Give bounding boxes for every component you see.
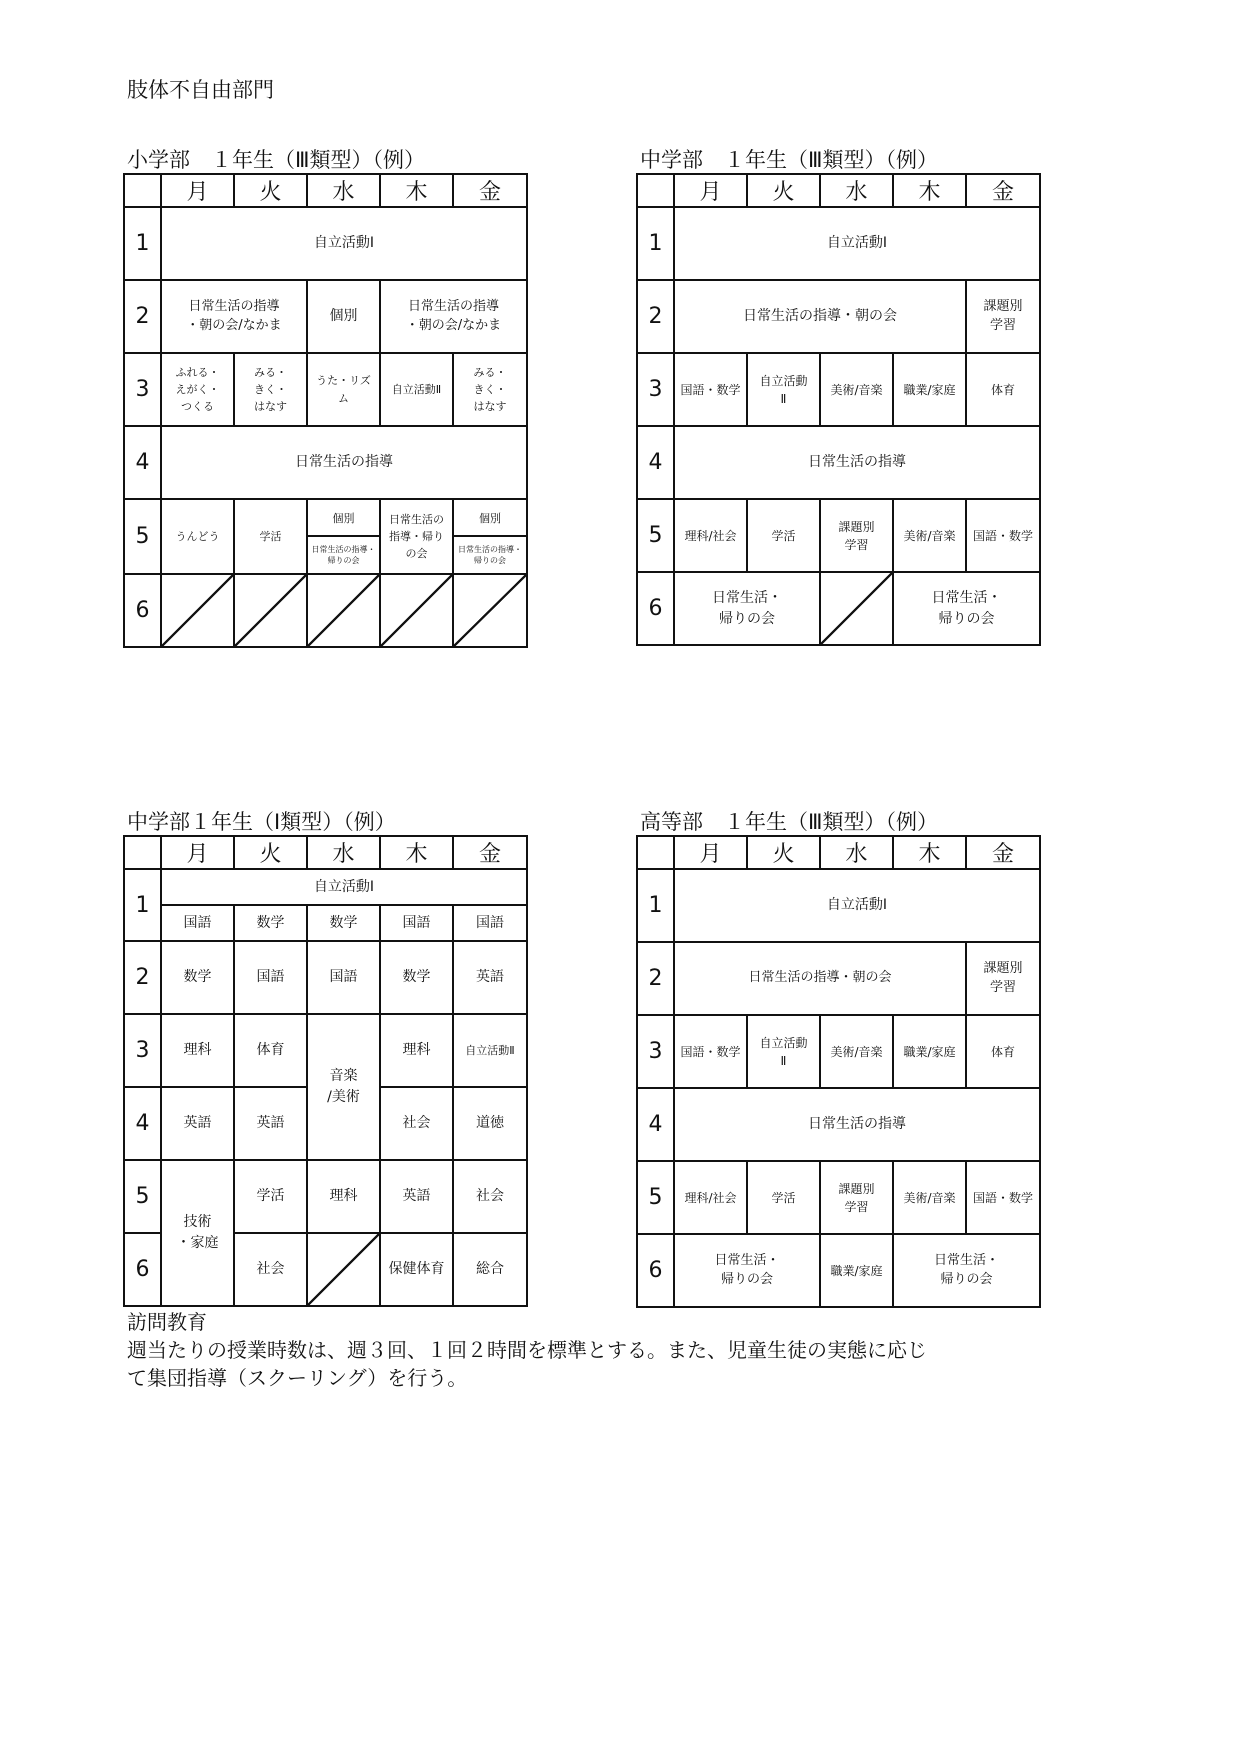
class-cell: 体育 xyxy=(966,353,1040,426)
class-cell: 学活 xyxy=(747,1161,820,1234)
period-number: 1 xyxy=(124,207,161,280)
class-cell: 日常生活・ 帰りの会 xyxy=(712,589,782,627)
period-number: 4 xyxy=(637,1088,674,1161)
class-cell: みる・ きく・ はなす xyxy=(473,365,507,414)
class-cell: 美術/音楽 xyxy=(820,1015,893,1088)
class-cell: 英語 xyxy=(453,941,527,1014)
class-cell: 国語・数学 xyxy=(966,1161,1040,1234)
timetable-title-junior-type1: 中学部１年生（Ⅰ類型）（例） xyxy=(127,810,396,834)
class-cell-upper: 個別 xyxy=(332,511,355,525)
class-cell: 国語 xyxy=(234,941,307,1014)
class-cell: 数学 xyxy=(380,941,453,1014)
class-cell: 日常生活の指導 xyxy=(161,426,527,499)
timetable-elementary xyxy=(123,173,528,648)
period-number: 2 xyxy=(637,942,674,1015)
period-number: 2 xyxy=(124,941,161,1014)
timetable-junior-type3 xyxy=(636,173,1041,646)
day-header: 木 xyxy=(380,174,453,207)
visiting-education-text: 週当たりの授業時数は、週３回、１回２時間を標準とする。また、児童生徒の実態に応じ て集団指導（スクーリング）を行う。 xyxy=(127,1338,927,1390)
class-cell: 日常生活の指導 ・朝の会/なかま xyxy=(405,298,502,333)
period-number: 5 xyxy=(637,499,674,572)
class-cell: 道徳 xyxy=(453,1087,527,1160)
period-number: 3 xyxy=(124,353,161,426)
period-number: 5 xyxy=(124,1160,161,1233)
class-cell: 英語 xyxy=(161,1087,234,1160)
corner-cell xyxy=(124,836,161,869)
period-number: 1 xyxy=(124,869,161,941)
day-header: 木 xyxy=(380,836,453,869)
day-header: 木 xyxy=(893,836,966,869)
period-number: 3 xyxy=(124,1014,161,1087)
class-cell: 学活 xyxy=(234,499,307,574)
class-cell: 課題別 学習 xyxy=(983,960,1023,995)
day-header: 火 xyxy=(234,836,307,869)
class-cell-upper: 個別 xyxy=(479,511,501,525)
day-header: 火 xyxy=(234,174,307,207)
day-header: 水 xyxy=(307,174,380,207)
class-cell: 保健体育 xyxy=(380,1233,453,1306)
class-cell: 日常生活・ 帰りの会 xyxy=(931,589,1002,627)
empty-slot xyxy=(380,574,453,647)
corner-cell xyxy=(637,174,674,207)
period-number: 1 xyxy=(637,869,674,942)
class-cell: 技術 ・家庭 xyxy=(176,1214,219,1251)
period-number: 3 xyxy=(637,1015,674,1088)
empty-slot xyxy=(307,1233,380,1306)
class-cell: 理科 xyxy=(161,1014,234,1087)
department-title: 肢体不自由部門 xyxy=(127,78,274,102)
period-number: 6 xyxy=(124,1233,161,1306)
class-cell: うんどう xyxy=(161,499,234,574)
day-header: 木 xyxy=(893,174,966,207)
period-number: 2 xyxy=(124,280,161,353)
class-cell-lower: 日常生活の指導・ 帰りの会 xyxy=(311,544,376,565)
class-cell: 美術/音楽 xyxy=(820,353,893,426)
class-cell: 自立活動 Ⅱ xyxy=(759,373,808,406)
timetable-title-high-school: 高等部 １年生（Ⅲ類型）（例） xyxy=(640,810,938,834)
corner-cell xyxy=(637,836,674,869)
period-number: 3 xyxy=(637,353,674,426)
class-cell: 自立活動Ⅱ xyxy=(453,1014,527,1087)
class-cell: 自立活動Ⅰ xyxy=(161,869,527,905)
class-cell: 自立活動 Ⅱ xyxy=(759,1035,808,1068)
day-header: 月 xyxy=(674,836,747,869)
timetable-title-elementary: 小学部 １年生（Ⅲ類型）（例） xyxy=(127,148,425,172)
class-cell: 数学 xyxy=(161,941,234,1014)
class-cell: 数学 xyxy=(307,905,380,941)
day-header: 月 xyxy=(161,174,234,207)
class-cell-lower: 日常生活の指導・ 帰りの会 xyxy=(458,544,522,565)
class-cell: 日常生活の指導 xyxy=(674,1088,1040,1161)
class-cell: 理科 xyxy=(307,1160,380,1233)
empty-slot xyxy=(161,574,234,647)
timetable-junior-type1 xyxy=(123,835,528,1307)
class-cell: 日常生活の 指導・帰り の会 xyxy=(389,512,444,561)
day-header: 水 xyxy=(307,836,380,869)
day-header: 金 xyxy=(966,174,1040,207)
class-cell: 課題別 学習 xyxy=(983,298,1023,333)
class-cell: 英語 xyxy=(234,1087,307,1160)
timetable-high-school xyxy=(636,835,1041,1308)
class-cell: 日常生活・ 帰りの会 xyxy=(933,1252,999,1287)
class-cell: 自立活動Ⅰ xyxy=(674,869,1040,942)
empty-slot xyxy=(820,572,893,645)
visiting-education-heading: 訪問教育 xyxy=(127,1310,207,1334)
class-cell: 体育 xyxy=(966,1015,1040,1088)
class-cell: 日常生活の指導・朝の会 xyxy=(674,280,966,353)
class-cell: 職業/家庭 xyxy=(893,1015,966,1088)
period-number: 4 xyxy=(124,1087,161,1160)
empty-slot xyxy=(453,574,527,647)
empty-slot xyxy=(307,574,380,647)
class-cell: 国語 xyxy=(380,905,453,941)
class-cell: 国語・数学 xyxy=(966,499,1040,572)
period-number: 4 xyxy=(124,426,161,499)
period-number: 6 xyxy=(637,1234,674,1307)
day-header: 火 xyxy=(747,836,820,869)
class-cell: うた・リズ ム xyxy=(316,374,371,405)
class-cell: 日常生活の指導・朝の会 xyxy=(674,942,966,1015)
class-cell: 職業/家庭 xyxy=(820,1234,893,1307)
class-cell: みる・ きく・ はなす xyxy=(254,365,287,414)
day-header: 金 xyxy=(453,836,527,869)
period-number: 1 xyxy=(637,207,674,280)
class-cell: 理科/社会 xyxy=(674,1161,747,1234)
class-cell: 課題別 学習 xyxy=(838,519,875,552)
class-cell: 英語 xyxy=(380,1160,453,1233)
class-cell: 日常生活・ 帰りの会 xyxy=(714,1252,780,1287)
period-number: 5 xyxy=(124,499,161,574)
day-header: 金 xyxy=(966,836,1040,869)
class-cell: 自立活動Ⅱ xyxy=(380,353,453,426)
class-cell: 理科 xyxy=(380,1014,453,1087)
day-header: 金 xyxy=(453,174,527,207)
period-number: 6 xyxy=(124,574,161,647)
class-cell: 国語 xyxy=(161,905,234,941)
period-number: 5 xyxy=(637,1161,674,1234)
class-cell: ふれる・ えがく・ つくる xyxy=(175,365,220,414)
class-cell: 数学 xyxy=(234,905,307,941)
period-number: 4 xyxy=(637,426,674,499)
period-number: 6 xyxy=(637,572,674,645)
class-cell: 学活 xyxy=(747,499,820,572)
class-cell: 社会 xyxy=(453,1160,527,1233)
empty-slot xyxy=(234,574,307,647)
period-number: 2 xyxy=(637,280,674,353)
class-cell: 個別 xyxy=(307,280,380,353)
class-cell: 自立活動Ⅰ xyxy=(674,207,1040,280)
class-cell: 日常生活の指導 xyxy=(674,426,1040,499)
day-header: 火 xyxy=(747,174,820,207)
corner-cell xyxy=(124,174,161,207)
class-cell: 自立活動Ⅰ xyxy=(161,207,527,280)
class-cell: 体育 xyxy=(234,1014,307,1087)
day-header: 水 xyxy=(820,174,893,207)
class-cell: 日常生活の指導 ・朝の会/なかま xyxy=(186,298,282,333)
class-cell: 国語・数学 xyxy=(674,1015,747,1088)
class-cell: 学活 xyxy=(234,1160,307,1233)
class-cell: 職業/家庭 xyxy=(893,353,966,426)
day-header: 月 xyxy=(674,174,747,207)
class-cell: 国語・数学 xyxy=(674,353,747,426)
class-cell: 音楽 /美術 xyxy=(327,1068,360,1105)
class-cell: 国語 xyxy=(453,905,527,941)
class-cell: 理科/社会 xyxy=(674,499,747,572)
timetable-title-junior-type3: 中学部 １年生（Ⅲ類型）（例） xyxy=(640,148,938,172)
class-cell: 課題別 学習 xyxy=(838,1181,875,1214)
day-header: 水 xyxy=(820,836,893,869)
class-cell: 社会 xyxy=(234,1233,307,1306)
class-cell: 社会 xyxy=(380,1087,453,1160)
class-cell: 美術/音楽 xyxy=(893,1161,966,1234)
day-header: 月 xyxy=(161,836,234,869)
class-cell: 国語 xyxy=(307,941,380,1014)
class-cell: 総合 xyxy=(453,1233,527,1306)
class-cell: 美術/音楽 xyxy=(893,499,966,572)
